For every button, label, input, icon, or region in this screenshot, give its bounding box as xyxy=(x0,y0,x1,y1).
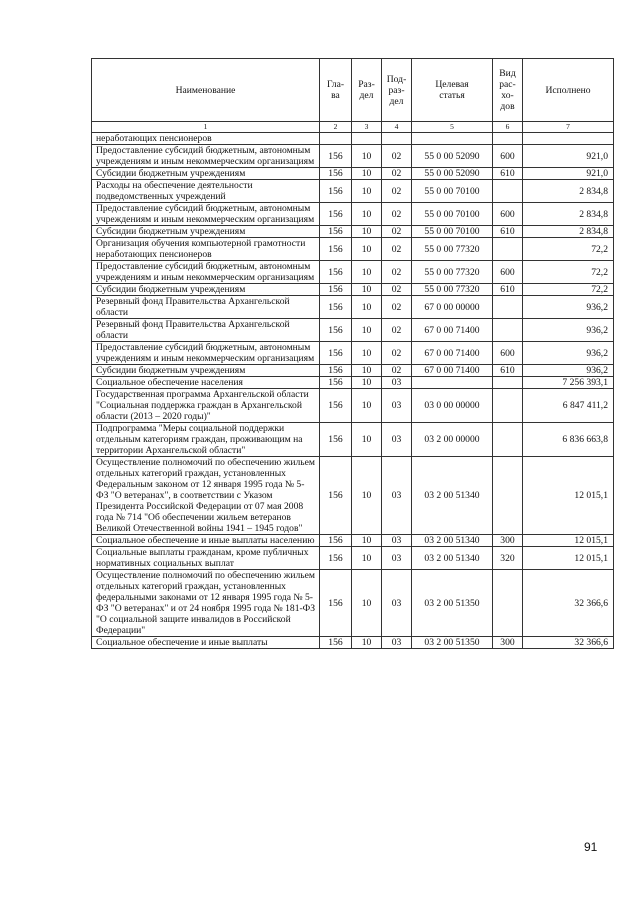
table-row xyxy=(92,168,614,180)
cell-vid: 600 xyxy=(493,203,523,226)
cell-razdel xyxy=(352,133,382,145)
cell-glava xyxy=(320,133,352,145)
cell-podrazdel: 03 xyxy=(382,547,412,570)
cell-target: 67 0 00 71400 xyxy=(412,365,493,377)
cell-podrazdel: 03 xyxy=(382,637,412,649)
table-row xyxy=(92,389,614,423)
cell-razdel: 10 xyxy=(352,570,382,637)
table-row xyxy=(92,342,614,365)
cell-target: 55 0 00 77320 xyxy=(412,238,493,261)
header-vid: Вид рас- хо- дов xyxy=(493,59,523,122)
cell-name: Субсидии бюджетным учреждениям xyxy=(92,226,320,238)
cell-vid xyxy=(493,389,523,423)
cell-executed: 7 256 393,1 xyxy=(523,377,614,389)
cell-name: Субсидии бюджетным учреждениям xyxy=(92,365,320,377)
cell-name: Предоставление субсидий бюджетным, автономным учреждениям и иным некоммерческим организациям xyxy=(92,342,320,365)
table-row xyxy=(92,203,614,226)
cell-podrazdel: 02 xyxy=(382,284,412,296)
cell-podrazdel: 02 xyxy=(382,180,412,203)
table-row xyxy=(92,145,614,168)
cell-executed: 72,2 xyxy=(523,238,614,261)
cell-vid: 610 xyxy=(493,226,523,238)
cell-executed: 2 834,8 xyxy=(523,203,614,226)
cell-name: Государственная программа Архангельской области "Социальная поддержка граждан в Архангельской области (2013 – 2020 годы)" xyxy=(92,389,320,423)
cell-target: 03 2 00 51350 xyxy=(412,637,493,649)
cell-executed: 12 015,1 xyxy=(523,535,614,547)
cell-razdel: 10 xyxy=(352,547,382,570)
header-target: Целевая статья xyxy=(412,59,493,122)
table-row xyxy=(92,423,614,457)
cell-name: Предоставление субсидий бюджетным, автономным учреждениям и иным некоммерческим организациям xyxy=(92,145,320,168)
cell-name: неработающих пенсионеров xyxy=(92,133,320,145)
cell-glava: 156 xyxy=(320,342,352,365)
cell-vid: 610 xyxy=(493,365,523,377)
budget-table-page xyxy=(91,58,613,649)
table-row xyxy=(92,180,614,203)
cell-glava: 156 xyxy=(320,377,352,389)
cell-target: 03 2 00 51340 xyxy=(412,535,493,547)
cell-podrazdel: 02 xyxy=(382,296,412,319)
cell-vid: 600 xyxy=(493,261,523,284)
cell-razdel: 10 xyxy=(352,284,382,296)
cell-executed: 12 015,1 xyxy=(523,547,614,570)
cell-podrazdel: 02 xyxy=(382,203,412,226)
cell-glava: 156 xyxy=(320,203,352,226)
cell-target: 55 0 00 77320 xyxy=(412,261,493,284)
table-row xyxy=(92,296,614,319)
cell-vid xyxy=(493,377,523,389)
cell-target: 55 0 00 77320 xyxy=(412,284,493,296)
table-row xyxy=(92,133,614,145)
cell-podrazdel: 03 xyxy=(382,457,412,535)
cell-glava: 156 xyxy=(320,261,352,284)
cell-target xyxy=(412,133,493,145)
cell-target: 55 0 00 52090 xyxy=(412,145,493,168)
cell-podrazdel: 02 xyxy=(382,342,412,365)
cell-executed: 72,2 xyxy=(523,261,614,284)
cell-razdel: 10 xyxy=(352,342,382,365)
cell-podrazdel: 02 xyxy=(382,145,412,168)
cell-vid xyxy=(493,319,523,342)
header-glava: Гла- ва xyxy=(320,59,352,122)
cell-glava: 156 xyxy=(320,389,352,423)
cell-vid: 320 xyxy=(493,547,523,570)
cell-name: Предоставление субсидий бюджетным, автономным учреждениям и иным некоммерческим организациям xyxy=(92,261,320,284)
column-number: 2 xyxy=(320,122,352,133)
cell-razdel: 10 xyxy=(352,296,382,319)
cell-podrazdel xyxy=(382,133,412,145)
cell-razdel: 10 xyxy=(352,535,382,547)
cell-vid: 610 xyxy=(493,284,523,296)
table-row xyxy=(92,637,614,649)
cell-name: Социальное обеспечение и иные выплаты xyxy=(92,637,320,649)
cell-glava: 156 xyxy=(320,637,352,649)
cell-executed: 936,2 xyxy=(523,296,614,319)
cell-name: Осуществление полномочий по обеспечению жильем отдельных категорий граждан, установленных Федеральным законом от 12 января 1995 года № 5-ФЗ "О ветеранах", в соответствии с Указом Президента Российской Федерации от 07 мая 2008 года № 714 "Об обеспечении жильем ветеранов Великой Отечественной войны 1941 – 1945 годов" xyxy=(92,457,320,535)
cell-glava: 156 xyxy=(320,319,352,342)
cell-vid xyxy=(493,296,523,319)
cell-razdel: 10 xyxy=(352,203,382,226)
column-number: 5 xyxy=(412,122,493,133)
header-podrazdel: Под- раз- дел xyxy=(382,59,412,122)
cell-target: 03 0 00 00000 xyxy=(412,389,493,423)
cell-razdel: 10 xyxy=(352,145,382,168)
cell-glava: 156 xyxy=(320,535,352,547)
cell-target: 67 0 00 71400 xyxy=(412,319,493,342)
cell-name: Социальное обеспечение населения xyxy=(92,377,320,389)
cell-executed: 936,2 xyxy=(523,365,614,377)
cell-podrazdel: 02 xyxy=(382,168,412,180)
cell-podrazdel: 03 xyxy=(382,423,412,457)
cell-razdel: 10 xyxy=(352,238,382,261)
cell-glava: 156 xyxy=(320,226,352,238)
cell-executed: 6 836 663,8 xyxy=(523,423,614,457)
table-row xyxy=(92,535,614,547)
page-number: 91 xyxy=(584,840,598,854)
cell-target: 55 0 00 70100 xyxy=(412,226,493,238)
cell-name: Организация обучения компьютерной грамотности неработающих пенсионеров xyxy=(92,238,320,261)
cell-target: 03 2 00 00000 xyxy=(412,423,493,457)
cell-razdel: 10 xyxy=(352,180,382,203)
cell-target: 55 0 00 70100 xyxy=(412,203,493,226)
cell-vid xyxy=(493,570,523,637)
cell-vid: 300 xyxy=(493,637,523,649)
cell-name: Подпрограмма "Меры социальной поддержки отдельным категориям граждан, проживающим на территории Архангельской области" xyxy=(92,423,320,457)
cell-glava: 156 xyxy=(320,547,352,570)
cell-executed: 936,2 xyxy=(523,319,614,342)
table-row xyxy=(92,284,614,296)
cell-name: Резервный фонд Правительства Архангельской области xyxy=(92,319,320,342)
cell-vid xyxy=(493,423,523,457)
cell-executed: 12 015,1 xyxy=(523,457,614,535)
cell-target: 03 2 00 51350 xyxy=(412,570,493,637)
cell-name: Субсидии бюджетным учреждениям xyxy=(92,168,320,180)
cell-name: Социальные выплаты гражданам, кроме публичных нормативных социальных выплат xyxy=(92,547,320,570)
table-row xyxy=(92,457,614,535)
cell-target: 67 0 00 00000 xyxy=(412,296,493,319)
table-row xyxy=(92,226,614,238)
cell-glava: 156 xyxy=(320,457,352,535)
cell-vid: 300 xyxy=(493,535,523,547)
cell-vid xyxy=(493,180,523,203)
cell-target: 67 0 00 71400 xyxy=(412,342,493,365)
cell-target: 03 2 00 51340 xyxy=(412,457,493,535)
cell-name: Расходы на обеспечение деятельности подведомственных учреждений xyxy=(92,180,320,203)
cell-razdel: 10 xyxy=(352,389,382,423)
cell-podrazdel: 02 xyxy=(382,226,412,238)
cell-target: 55 0 00 70100 xyxy=(412,180,493,203)
cell-glava: 156 xyxy=(320,168,352,180)
cell-executed: 2 834,8 xyxy=(523,226,614,238)
cell-razdel: 10 xyxy=(352,168,382,180)
cell-razdel: 10 xyxy=(352,457,382,535)
cell-executed: 72,2 xyxy=(523,284,614,296)
cell-executed: 936,2 xyxy=(523,342,614,365)
budget-table xyxy=(91,58,614,649)
cell-vid: 600 xyxy=(493,342,523,365)
cell-podrazdel: 02 xyxy=(382,319,412,342)
cell-glava: 156 xyxy=(320,284,352,296)
cell-podrazdel: 03 xyxy=(382,377,412,389)
cell-name: Предоставление субсидий бюджетным, автономным учреждениям и иным некоммерческим организациям xyxy=(92,203,320,226)
cell-podrazdel: 03 xyxy=(382,570,412,637)
cell-target: 55 0 00 52090 xyxy=(412,168,493,180)
cell-glava: 156 xyxy=(320,365,352,377)
cell-podrazdel: 02 xyxy=(382,238,412,261)
cell-name: Осуществление полномочий по обеспечению жильем отдельных категорий граждан, установленных федеральными законами от 12 января 1995 года № 5-ФЗ "О ветеранах" и от 24 ноября 1995 года № 181-ФЗ "О социальной защите инвалидов в Российской Федерации" xyxy=(92,570,320,637)
cell-vid: 610 xyxy=(493,168,523,180)
cell-executed: 2 834,8 xyxy=(523,180,614,203)
table-row xyxy=(92,547,614,570)
column-number: 3 xyxy=(352,122,382,133)
cell-vid xyxy=(493,457,523,535)
cell-razdel: 10 xyxy=(352,377,382,389)
table-row xyxy=(92,377,614,389)
column-number: 7 xyxy=(523,122,614,133)
cell-podrazdel: 02 xyxy=(382,365,412,377)
cell-target xyxy=(412,377,493,389)
cell-razdel: 10 xyxy=(352,319,382,342)
cell-razdel: 10 xyxy=(352,365,382,377)
cell-executed: 921,0 xyxy=(523,145,614,168)
cell-executed xyxy=(523,133,614,145)
table-row xyxy=(92,238,614,261)
cell-glava: 156 xyxy=(320,238,352,261)
cell-vid xyxy=(493,238,523,261)
cell-glava: 156 xyxy=(320,423,352,457)
cell-executed: 6 847 411,2 xyxy=(523,389,614,423)
cell-executed: 921,0 xyxy=(523,168,614,180)
cell-glava: 156 xyxy=(320,296,352,319)
cell-executed: 32 366,6 xyxy=(523,570,614,637)
cell-executed: 32 366,6 xyxy=(523,637,614,649)
cell-glava: 156 xyxy=(320,570,352,637)
cell-target: 03 2 00 51340 xyxy=(412,547,493,570)
column-number-row xyxy=(92,122,614,133)
table-row xyxy=(92,261,614,284)
table-row xyxy=(92,319,614,342)
column-number: 1 xyxy=(92,122,320,133)
cell-vid xyxy=(493,133,523,145)
cell-name: Резервный фонд Правительства Архангельской области xyxy=(92,296,320,319)
column-number: 6 xyxy=(493,122,523,133)
cell-razdel: 10 xyxy=(352,423,382,457)
cell-name: Социальное обеспечение и иные выплаты населению xyxy=(92,535,320,547)
cell-razdel: 10 xyxy=(352,226,382,238)
cell-podrazdel: 03 xyxy=(382,535,412,547)
header-executed: Исполнено xyxy=(523,59,614,122)
table-row xyxy=(92,365,614,377)
cell-vid: 600 xyxy=(493,145,523,168)
cell-name: Субсидии бюджетным учреждениям xyxy=(92,284,320,296)
cell-razdel: 10 xyxy=(352,261,382,284)
cell-razdel: 10 xyxy=(352,637,382,649)
column-number: 4 xyxy=(382,122,412,133)
header-name: Наименование xyxy=(92,59,320,122)
cell-podrazdel: 03 xyxy=(382,389,412,423)
cell-podrazdel: 02 xyxy=(382,261,412,284)
table-row xyxy=(92,570,614,637)
cell-glava: 156 xyxy=(320,180,352,203)
header-razdel: Раз- дел xyxy=(352,59,382,122)
header-row xyxy=(92,59,614,122)
cell-glava: 156 xyxy=(320,145,352,168)
